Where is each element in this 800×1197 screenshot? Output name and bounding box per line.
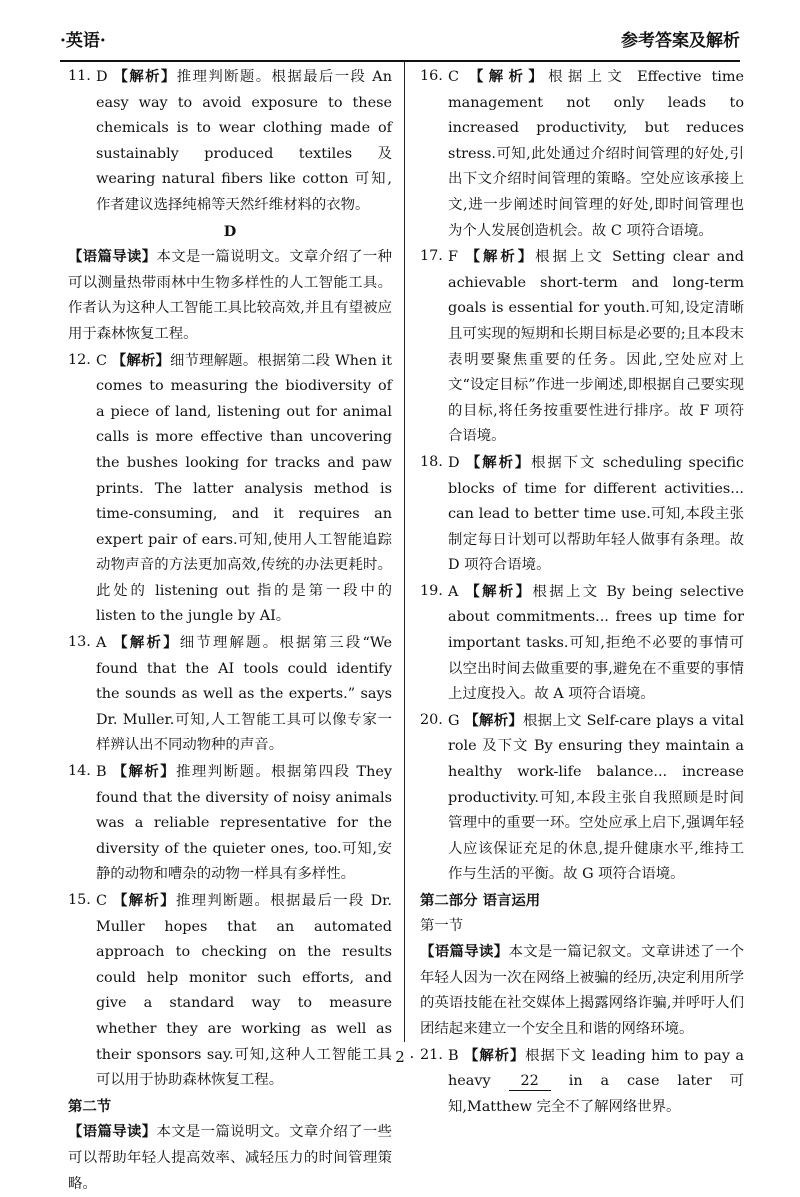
analysis-tag: 【解析】 [111, 351, 171, 369]
item-number: 13. [68, 634, 91, 651]
item-number: 11. [68, 68, 91, 84]
analysis-text: 根据上文 Self-care plays a vital role 及下文 By ensuring they maintain a healthy work-life balance... increase productivity.可知,本段主张自我照顾是时间管理中的重要一环。空处应承上启下,强调年轻人应该保证充足的休息,提升健康水平,维持工作与生活的平衡。故 G 项符合语境。 [448, 712, 745, 883]
answer-letter: B [96, 764, 107, 781]
answer-letter: C [96, 893, 108, 909]
passage-guide [68, 1119, 392, 1197]
page-number: · 2 · [385, 1048, 415, 1066]
item-number: 19. [420, 582, 443, 599]
analysis-tag: 【解析】 [464, 1046, 526, 1064]
answer-letter: B [448, 1047, 459, 1064]
answer-item-13 [68, 630, 392, 759]
analysis-text: 根据上文 Setting clear and achievable short-term and long-term goals is essential for youth.可知,设定清晰且可实现的短期和长期目标是必要的;且本段末表明要聚焦重要的任务。因此,空处应对上文“设定目标”作进一步阐述,即根据自己要实现的目标,将任务按重要性进行排序。故 F 项符合语境。 [448, 249, 744, 445]
analysis-text: 推理判断题。根据第四段 They found that the diversity of noisy animals was a reliable representative for the diversity of the quieter ones, too.可知,安静的动物和嘈杂的动物一样具有多样性。 [96, 764, 392, 883]
item-number: 16. [420, 68, 443, 84]
analysis-text: 细节理解题。根据第二段 When it comes to measuring the biodiversity of a piece of land, listening out for animal calls is more effective than uncovering the bushes looking for tracks and paw prints. The latter analysis method is time-consuming, and it requires an expert pair of ears.可知,使用人工智能追踪动物声音的方法更加高效,传统的办法更耗时。此处的 listening out 指的是第一段中的 listen to the jungle by AI。 [96, 352, 392, 625]
answer-letter: C [96, 352, 108, 369]
item-number: 15. [68, 892, 91, 908]
analysis-tag: 【解析】 [466, 453, 532, 471]
answer-letter: A [96, 635, 107, 652]
analysis-tag: 【解析】 [464, 711, 524, 729]
answer-item-12 [68, 348, 392, 631]
answer-letter: D [96, 69, 108, 85]
section-one-heading: 第一节 [420, 917, 464, 934]
guide-text: 本文是一篇说明文。文章介绍了一种可以测量热带雨林中生物多样性的人工智能工具。作者认为这种人工智能工具比较高效,并且有望被应用于森林恢复工程。 [68, 249, 392, 342]
analysis-tag: 【解析】 [465, 248, 536, 266]
item-number: 18. [420, 453, 443, 470]
answer-item-18 [420, 450, 744, 579]
analysis-text: 根据下文 scheduling specific blocks of time for different activities... can lead to better time use.可知,本段主张制定每日计划可以帮助年轻人做事有条理。故 D 项符合语境。 [448, 454, 744, 574]
analysis-tag: 【解析】 [112, 892, 176, 909]
passage-guide [420, 939, 744, 1042]
answer-item-11 [68, 64, 392, 219]
analysis-text: 细节理解题。根据第三段“We found that the AI tools could identify the sounds as well as the experts.” says Dr. Muller.可知,人工智能工具可以像专家一样辨认出不同动物种的声音。 [96, 635, 392, 754]
analysis-tag: 【解析】 [465, 582, 533, 600]
guide-text: 本文是一篇说明文。文章介绍了一些可以帮助年轻人提高效率、减轻压力的时间管理策略。 [68, 1124, 392, 1192]
analysis-tag: 【解析】 [113, 634, 180, 652]
item-number: 12. [68, 351, 91, 368]
answer-letter: F [448, 249, 458, 266]
section-two-heading: 第二节 [68, 1097, 112, 1115]
answer-letter: C [448, 69, 460, 85]
analysis-text: 根据上文 By being selective about commitments... frees up time for important tasks.可知,拒绝不必要的事情可以空出时间去做重要的事,避免在不重要的事情上过度投入。故 A 项符合语境。 [448, 583, 744, 703]
analysis-text-before: 根据下文 leading him to pay a heavy [448, 1047, 744, 1090]
subject-label: ·英语· [60, 31, 106, 51]
section-heading: D [223, 222, 237, 240]
answer-item-16 [420, 64, 744, 244]
part-two-heading: 第二部分 语言运用 [420, 892, 541, 909]
guide-tag: 【语篇导读】 [68, 248, 157, 266]
item-number: 21. [420, 1046, 443, 1063]
analysis-text: 推理判断题。根据最后一段 Dr. Muller hopes that an automated approach to checking on the results could help monitor such efforts, and give a standard way to measure whether they are working as well as their sponsors say.可知,这种人工智能工具可以用于协助森林恢复工程。 [96, 893, 392, 1089]
answer-letter: D [448, 454, 460, 471]
item-number: 17. [420, 248, 443, 265]
analysis-tag: 【解析】 [468, 68, 549, 85]
analysis-text-after: in a case later 可知,Matthew 完全不了解网络世界。 [448, 1073, 744, 1115]
item-number: 20. [420, 711, 443, 728]
page-header [60, 8, 740, 62]
blank-number: 22 [509, 1072, 551, 1091]
header-title: 参考答案及解析 [621, 31, 740, 51]
analysis-tag: 【解析】 [112, 763, 177, 781]
answer-item-17 [420, 244, 744, 450]
passage-guide [68, 244, 392, 347]
guide-tag: 【语篇导读】 [420, 943, 509, 961]
answer-item-20 [420, 708, 744, 888]
right-column [420, 64, 744, 1120]
analysis-text: 推理判断题。根据最后一段 An easy way to avoid exposure to these chemicals is to wear clothing made of sustainably produced textiles 及 wearing natural fibers like cotton 可知,作者建议选择纯棉等天然纤维材料的衣物。 [96, 69, 392, 213]
answer-letter: G [448, 712, 460, 729]
left-column [68, 64, 392, 1197]
item-number: 14. [68, 763, 91, 780]
answer-item-19 [420, 579, 744, 708]
answer-letter: A [448, 583, 459, 600]
analysis-tag: 【解析】 [113, 68, 177, 85]
guide-text: 本文是一篇记叙文。文章讲述了一个年轻人因为一次在网络上被骗的经历,决定利用所学的英语技能在社交媒体上揭露网络诈骗,并呼吁人们团结起来建立一个安全且和谐的网络环境。 [420, 944, 744, 1037]
analysis-text: 根据上文 Effective time management not only leads to increased productivity, but reduces stress.可知,此处通过介绍时间管理的好处,引出下文介绍时间管理的策略。空处应该承接上文,进一步阐述时间管理的好处,即时间管理也为个人发展创造机会。故 C 项符合语境。 [448, 69, 744, 239]
answer-item-14 [68, 759, 392, 888]
guide-tag: 【语篇导读】 [68, 1123, 157, 1141]
column-divider [404, 62, 405, 1042]
